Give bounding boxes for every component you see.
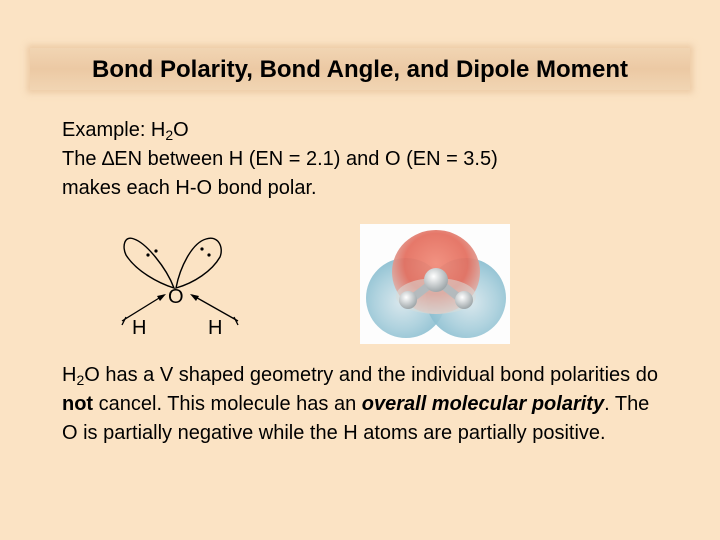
conclusion-subscript: 2	[76, 372, 85, 388]
water-lone-pair-diagram	[110, 225, 260, 340]
conclusion-part-2: cancel. This molecule has an	[93, 393, 362, 415]
conclusion-formula: H	[62, 364, 77, 386]
lone-pair-lobe-right	[176, 238, 221, 288]
example-line	[62, 116, 622, 145]
lone-pair-lobe-left	[124, 238, 174, 288]
hydrogen-left-label: H	[132, 317, 147, 339]
hydrogen-atom-ball-right	[455, 291, 473, 309]
example-tail: O	[173, 119, 189, 141]
slide-title: Bond Polarity, Bond Angle, and Dipole Moment	[92, 56, 628, 83]
emphasis-overall-polarity: overall molecular polarity	[361, 393, 605, 415]
electrostatic-potential-model	[360, 224, 510, 344]
hydrogen-right-label: H	[208, 317, 223, 339]
hydrogen-atom-ball-left	[399, 291, 417, 309]
example-label: Example: H	[62, 119, 166, 141]
en-line: The ∆EN between H (EN = 2.1) and O (EN = 3.5)	[62, 148, 498, 170]
electron-dot	[154, 249, 157, 252]
example-subscript: 2	[165, 127, 174, 143]
space-filling-model-image	[360, 224, 510, 344]
dipole-arrowhead-right	[190, 294, 199, 301]
conclusion-text	[62, 361, 662, 448]
oxygen-label: O	[168, 286, 184, 308]
electron-dot	[146, 253, 149, 256]
emphasis-not: not	[62, 393, 94, 415]
intro-text	[62, 116, 622, 203]
electron-dot	[200, 247, 203, 250]
oxygen-atom-ball	[424, 268, 448, 292]
dipole-arrowhead-left	[157, 294, 166, 301]
polar-line: makes each H-O bond polar.	[62, 177, 317, 199]
conclusion-part-3: . The O is partially negative while the H atoms are partially positive.	[62, 393, 650, 444]
conclusion-part-1: O has a V shaped geometry and the individual bond polarities do	[84, 364, 658, 386]
electron-dot	[207, 253, 210, 256]
